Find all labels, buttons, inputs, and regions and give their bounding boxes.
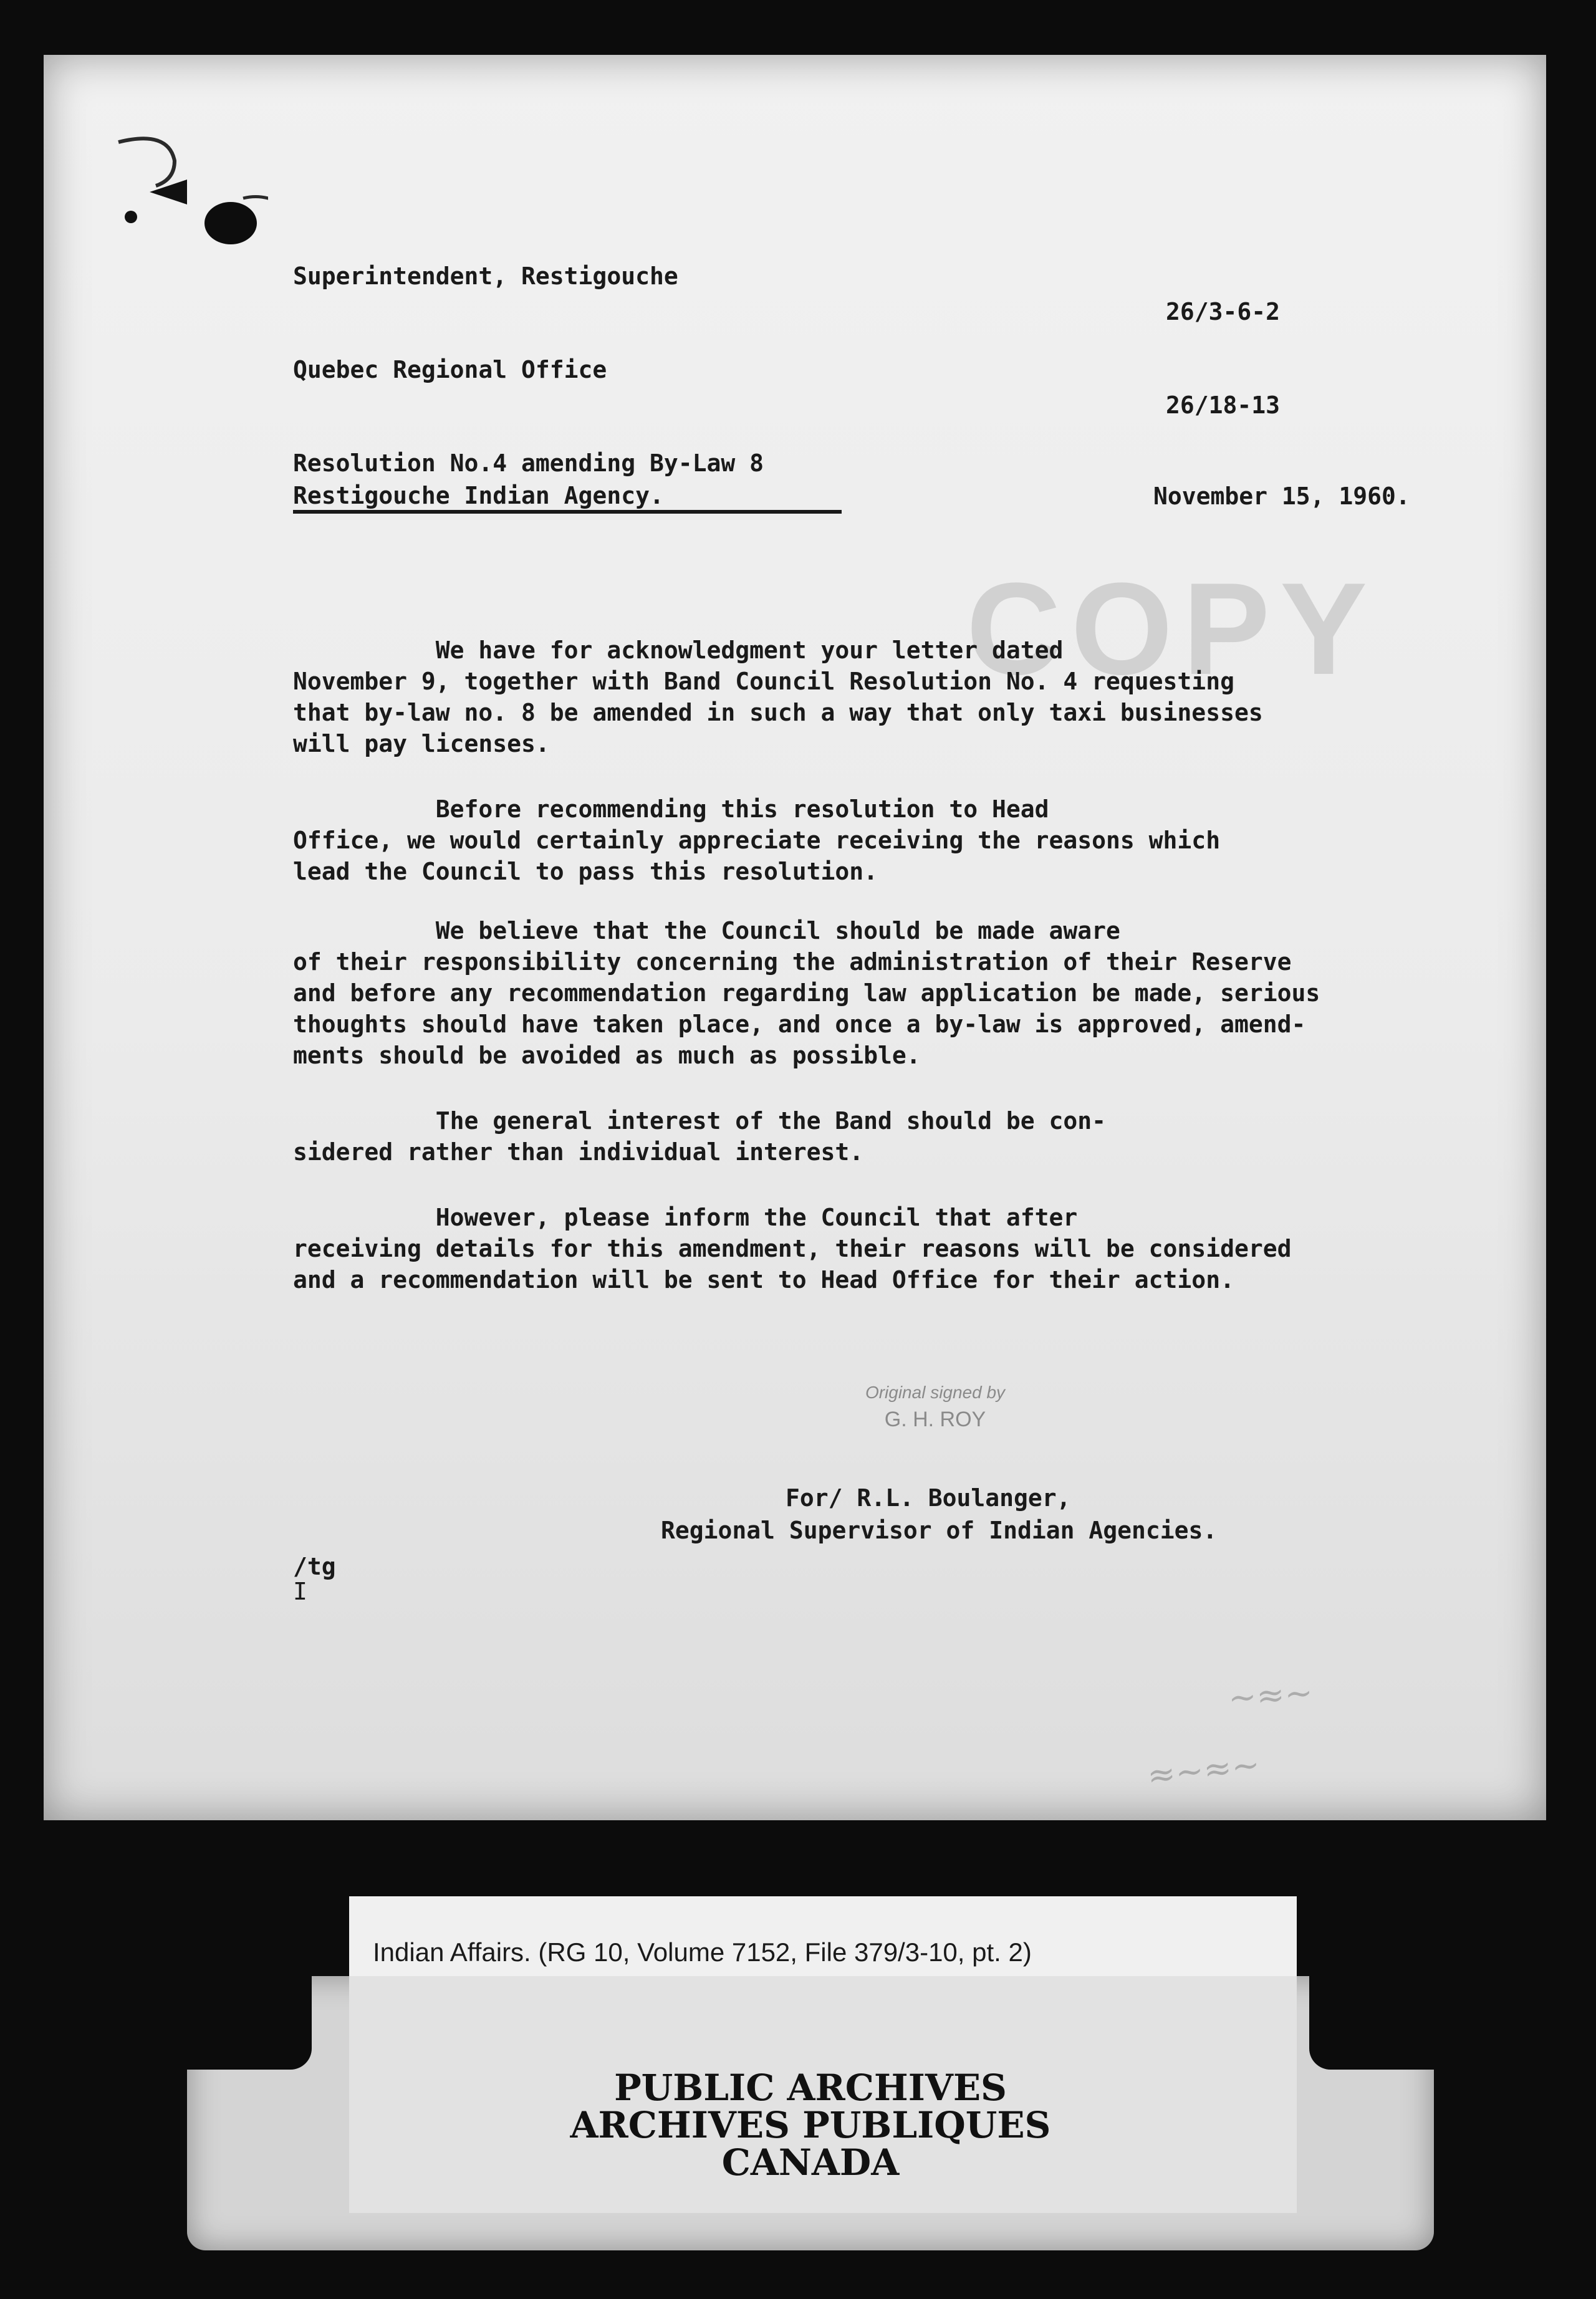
mount-slot-left	[187, 1976, 312, 2070]
signer-line-1: For/ R.L. Boulanger,	[786, 1484, 1071, 1512]
file-reference-1: 26/3-6-2	[1166, 298, 1281, 325]
sender-office: Quebec Regional Office	[293, 356, 607, 383]
subject-line-2: Restigouche Indian Agency.	[293, 482, 664, 509]
subject-underline	[293, 510, 842, 514]
paragraph-1: We have for acknowledgment your letter dated November 9, together with Band Council Resolution No. 4 requesting that by-law no. 8 be amended in such a way that only taxi businesses will pay licenses.	[293, 636, 1263, 757]
typist-initials: /tg	[293, 1553, 336, 1580]
archive-line-3: CANADA	[721, 2141, 900, 2184]
faint-handwriting-2: ≈∼≈∼	[1145, 1744, 1262, 1796]
archive-line-1: PUBLIC ARCHIVES	[614, 2066, 1007, 2109]
addressee: Superintendent, Restigouche	[293, 262, 678, 290]
signature-note-line-2: G. H. ROY	[884, 1408, 986, 1431]
archive-citation: Indian Affairs. (RG 10, Volume 7152, File 379/3-10, pt. 2)	[373, 1937, 1032, 1967]
typist-mark: I	[293, 1578, 307, 1605]
faint-handwriting-1: ∼≈∼	[1226, 1673, 1314, 1718]
archive-mount	[187, 1976, 1434, 2250]
letter-page	[44, 55, 1546, 1820]
paragraph-5: However, please inform the Council that after receiving details for this amendment, their reasons will be considered and a recommendation will be sent to Head Office for their action.	[293, 1204, 1292, 1293]
paragraph-2: Before recommending this resolution to Head Office, we would certainly appreciate receiving the reasons which lead the Council to pass this resolution.	[293, 795, 1221, 885]
paragraph-3: We believe that the Council should be made aware of their responsibility concerning the administration of their Reserve and before any recommendation regarding law application be made, serious thoughts should have taken place, and once a by-law is approved, amend- ments should be avoided as much as possible.	[293, 917, 1320, 1069]
mount-slot-right	[1309, 1976, 1434, 2070]
signature-note-line-1: Original signed by	[865, 1383, 1006, 1402]
arrow-mark-icon	[150, 180, 187, 204]
archive-line-2: ARCHIVES PUBLIQUES	[570, 2104, 1051, 2146]
file-reference-2: 26/18-13	[1166, 391, 1281, 419]
paragraph-4: The general interest of the Band should be con- sidered rather than individual interest.	[293, 1107, 1107, 1166]
subject-line-1: Resolution No.4 amending By-Law 8	[293, 449, 764, 477]
letter-date: November 15, 1960.	[1153, 482, 1410, 510]
signer-line-2: Regional Supervisor of Indian Agencies.	[661, 1517, 1218, 1544]
copy-stamp: COPY	[966, 555, 1378, 702]
